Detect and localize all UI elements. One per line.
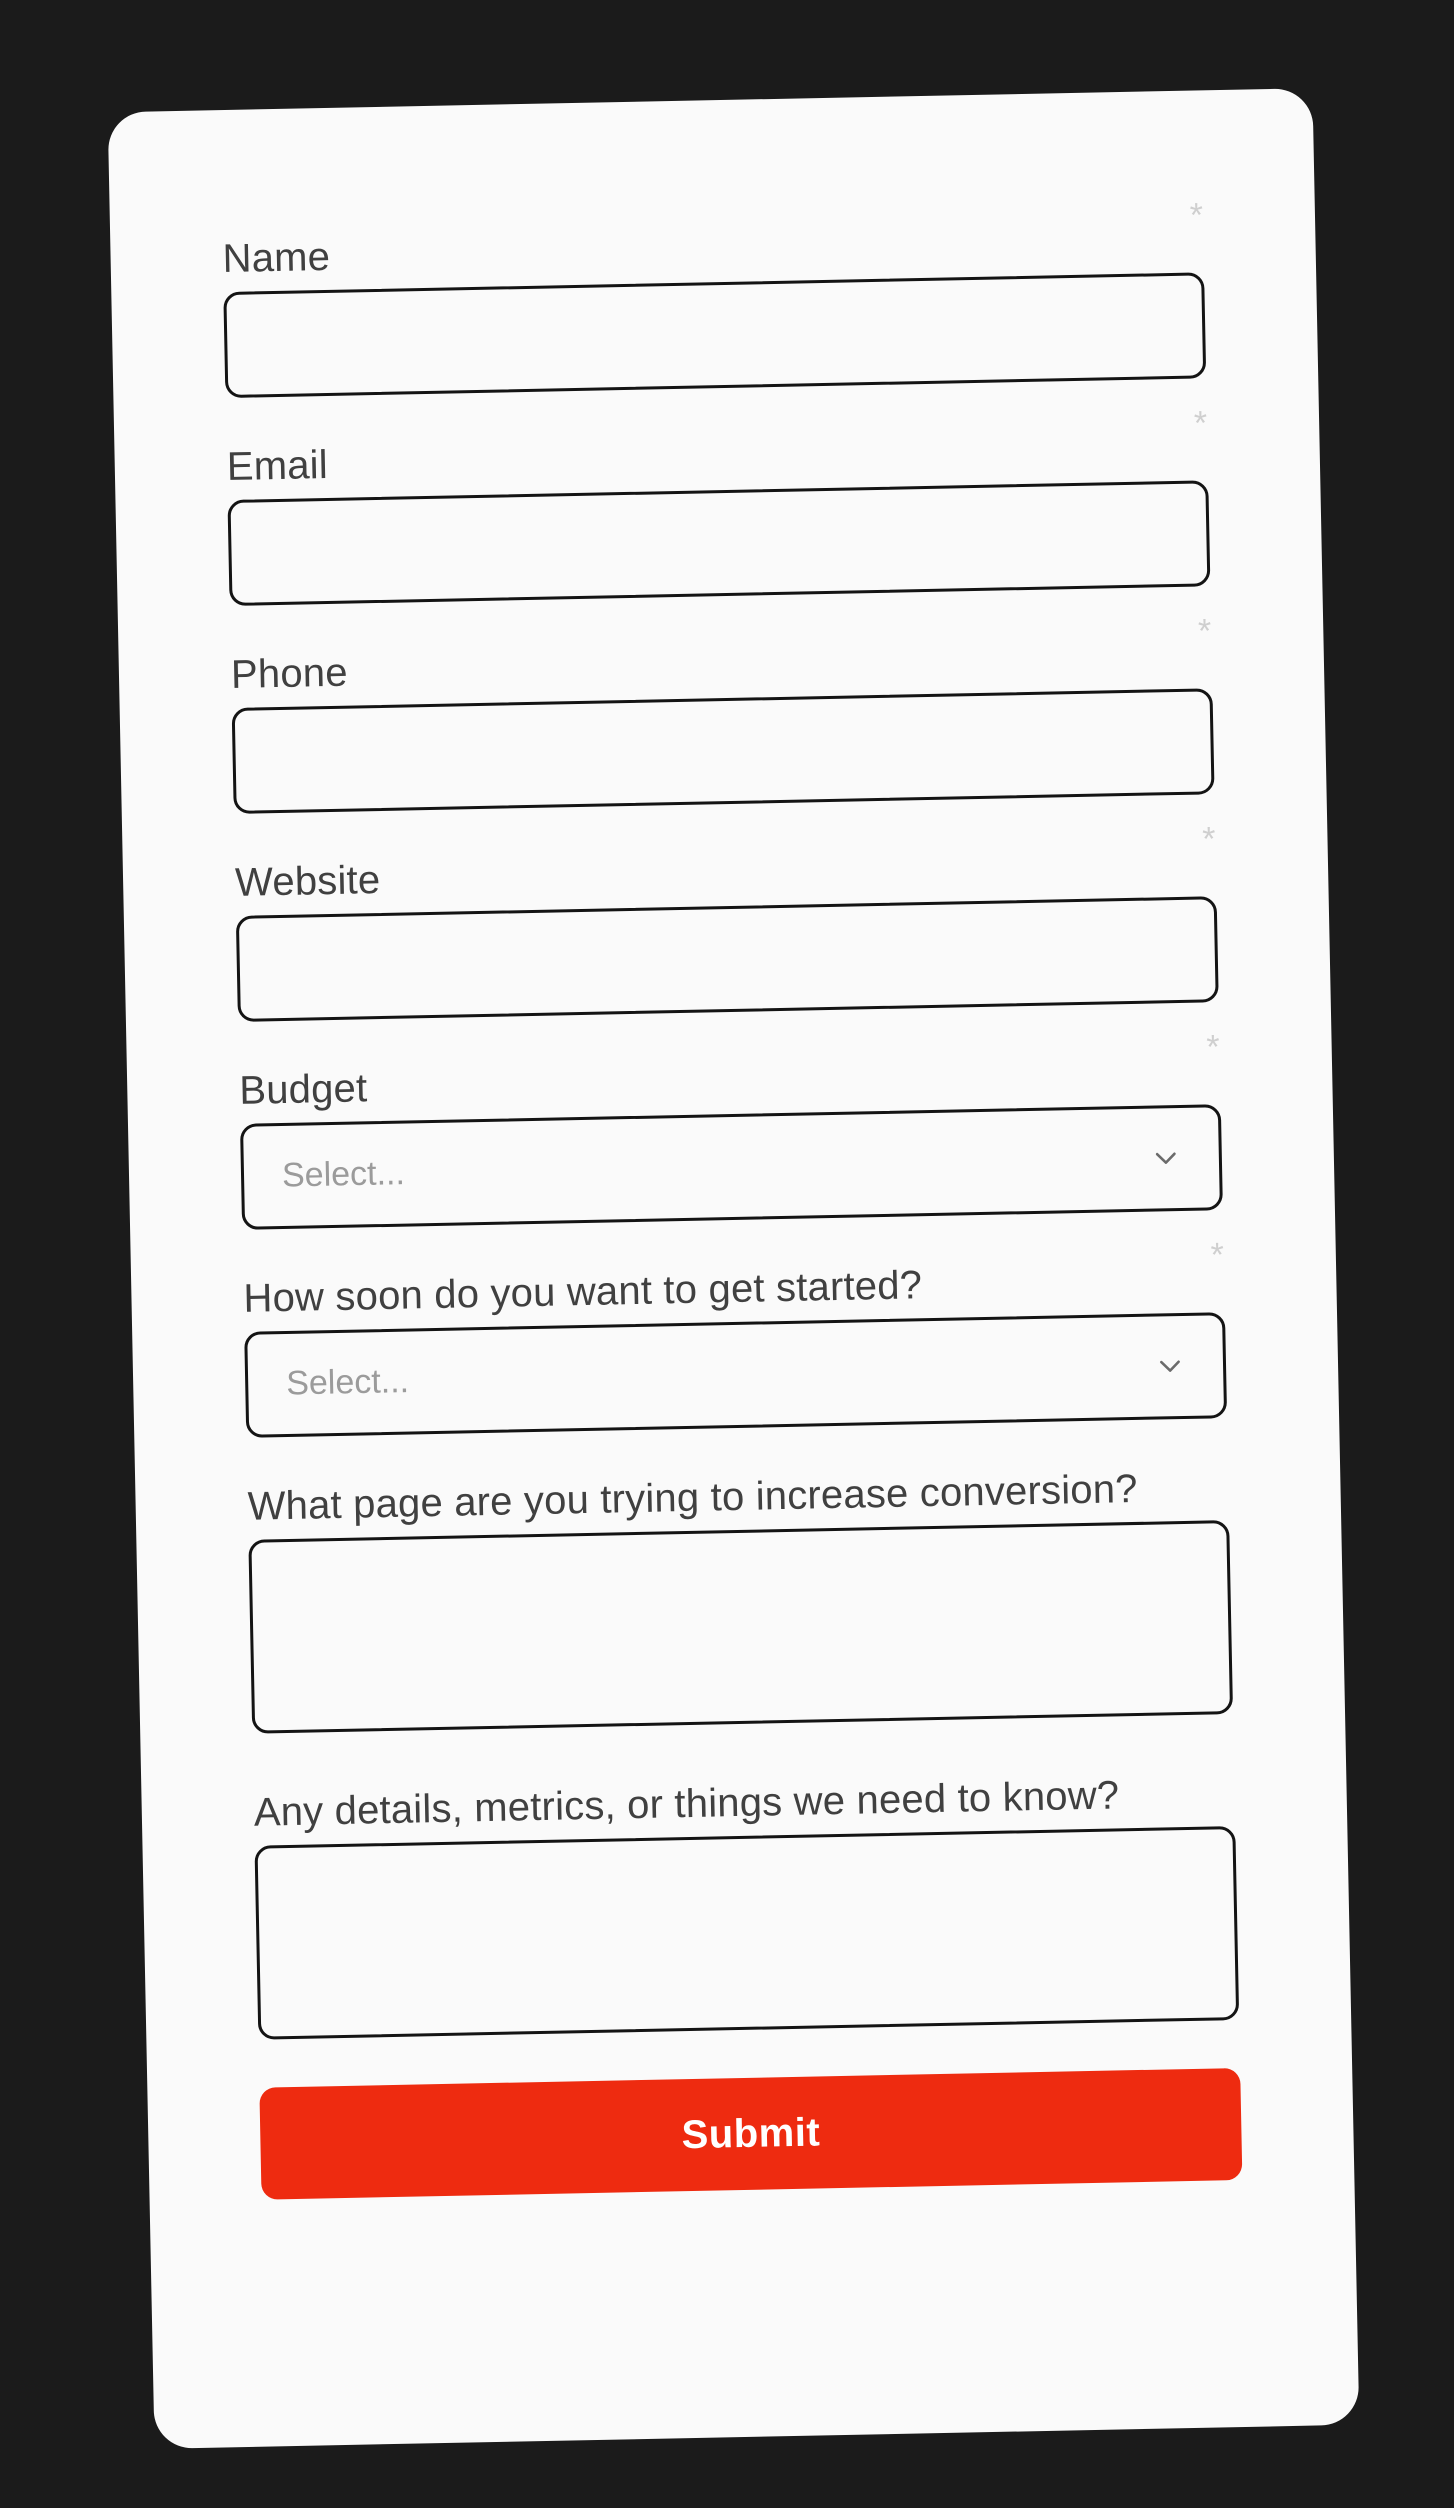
phone-label: Phone xyxy=(230,650,349,697)
conversion-page-textarea[interactable] xyxy=(248,1520,1233,1734)
phone-input[interactable] xyxy=(232,688,1215,814)
start-timing-field xyxy=(243,1236,1227,1438)
required-asterisk: * xyxy=(1197,612,1212,651)
conversion-page-label: What page are you trying to increase conversion? xyxy=(247,1466,1139,1529)
website-input[interactable] xyxy=(236,896,1219,1022)
name-label: Name xyxy=(222,234,331,282)
chevron-down-icon xyxy=(1157,1353,1184,1380)
email-label: Email xyxy=(226,442,329,490)
start-timing-select[interactable] xyxy=(244,1312,1227,1438)
details-textarea[interactable] xyxy=(254,1826,1239,2040)
details-field xyxy=(253,1762,1239,2040)
budget-field xyxy=(238,1028,1223,1230)
email-field xyxy=(226,404,1210,606)
form-card xyxy=(108,88,1360,2449)
conversion-page-field xyxy=(247,1456,1233,1734)
budget-select[interactable] xyxy=(240,1104,1223,1230)
phone-field xyxy=(230,612,1214,814)
submit-button[interactable]: Submit xyxy=(259,2068,1242,2200)
name-field xyxy=(222,196,1206,398)
budget-label: Budget xyxy=(238,1066,368,1113)
start-timing-label: How soon do you want to get started? xyxy=(243,1263,923,1321)
website-label: Website xyxy=(234,858,381,905)
name-input[interactable] xyxy=(223,272,1206,398)
details-label: Any details, metrics, or things we need to know? xyxy=(253,1773,1120,1835)
budget-select-placeholder: Select... xyxy=(281,1154,406,1195)
required-asterisk: * xyxy=(1193,404,1208,443)
required-asterisk: * xyxy=(1210,1236,1225,1275)
required-asterisk: * xyxy=(1201,820,1216,859)
email-input[interactable] xyxy=(227,480,1210,606)
required-asterisk: * xyxy=(1189,196,1204,235)
start-timing-select-placeholder: Select... xyxy=(285,1362,410,1403)
chevron-down-icon xyxy=(1153,1145,1180,1172)
website-field xyxy=(234,820,1219,1022)
required-asterisk: * xyxy=(1206,1028,1221,1067)
